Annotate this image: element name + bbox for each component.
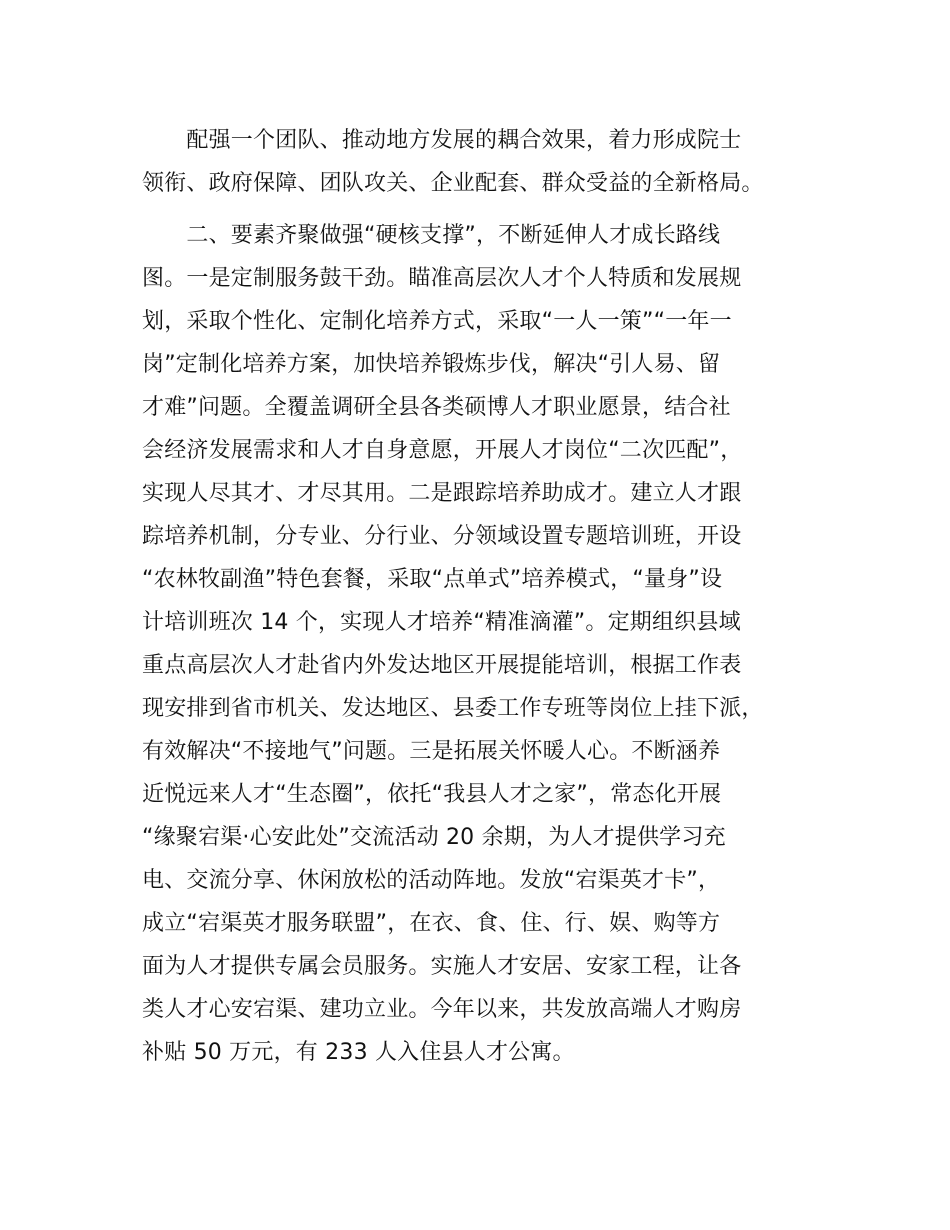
text-line: 面为人才提供专属会员服务。实施人才安居、安家工程，让各 — [142, 954, 742, 979]
text-line: “缘聚宕渠·心安此处”交流活动 20 余期，为人才提供学习充 — [142, 825, 726, 850]
text-line: 才难”问题。全覆盖调研全县各类硕博人才职业愿景，结合社 — [142, 395, 731, 420]
text-line: 岗”定制化培养方案，加快培养锻炼步伐，解决“引人易、留 — [142, 352, 721, 377]
text-line: 计培训班次 14 个，实现人才培养“精准滴灌”。定期组织县域 — [142, 610, 741, 635]
text-line: 近悦远来人才“生态圈”，依托“我县人才之家”，常态化开展 — [142, 782, 722, 807]
text-line: 成立“宕渠英才服务联盟”，在衣、食、住、行、娱、购等方 — [142, 911, 721, 936]
text-line: 图。一是定制服务鼓干劲。瞄准高层次人才个人特质和发展规 — [142, 266, 742, 291]
text-line: 重点高层次人才赴省内外发达地区开展提能培训，根据工作表 — [142, 653, 742, 678]
text-line: “农林牧副渔”特色套餐，采取“点单式”培养模式，“量身”设 — [142, 567, 723, 592]
text-line: 划，采取个性化、定制化培养方式，采取“一人一策”“一年一 — [142, 309, 732, 334]
text-line: 现安排到省市机关、发达地区、县委工作专班等岗位上挂下派， — [142, 696, 764, 721]
text-line: 类人才心安宕渠、建功立业。今年以来，共发放高端人才购房 — [142, 997, 742, 1022]
text-line: 踪培养机制，分专业、分行业、分领域设置专题培训班，开设 — [142, 524, 742, 549]
text-line: 配强一个团队、推动地方发展的耦合效果，着力形成院士 — [142, 128, 742, 153]
text-line: 实现人尽其才、才尽其用。二是跟踪培养助成才。建立人才跟 — [142, 481, 742, 506]
text-line: 会经济发展需求和人才自身意愿，开展人才岗位“二次匹配”， — [142, 438, 743, 463]
text-line: 领衔、政府保障、团队攻关、企业配套、群众受益的全新格局。 — [142, 171, 764, 196]
text-line: 有效解决“不接地气”问题。三是拓展关怀暖人心。不断涵养 — [142, 739, 721, 764]
text-line: 电、交流分享、休闲放松的活动阵地。发放“宕渠英才卡”， — [142, 868, 721, 893]
text-line: 二、要素齐聚做强“硬核支撑”，不断延伸人才成长路线 — [142, 223, 721, 248]
text-line: 补贴 50 万元，有 233 人入住县人才公寓。 — [142, 1040, 575, 1065]
